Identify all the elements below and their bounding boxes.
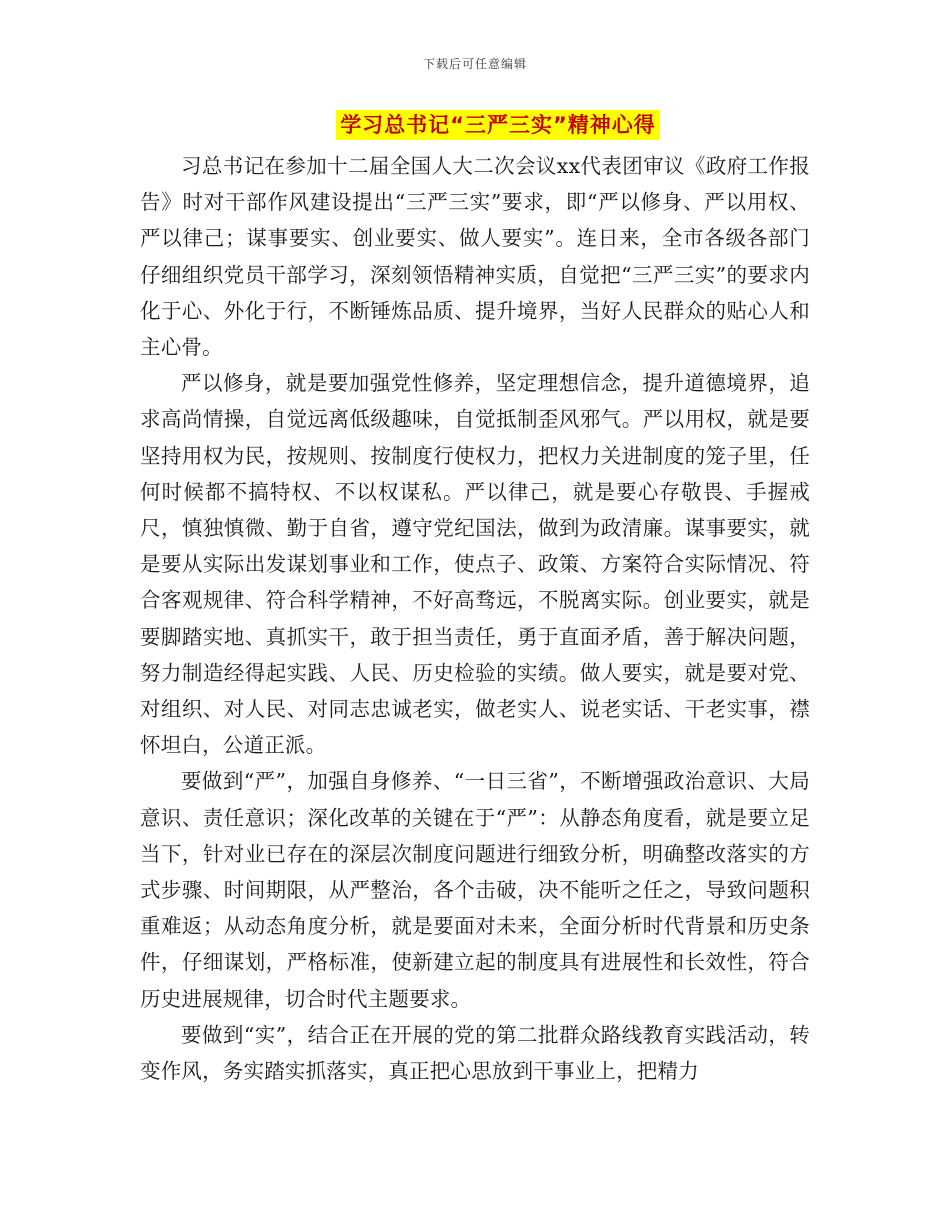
- document-body: [140, 148, 810, 1089]
- header-note: 下载后可任意编辑: [422, 57, 527, 71]
- title-container: [0, 110, 950, 140]
- paragraph: 要做到“实”，结合正在开展的党的第二批群众路线教育实践活动，转变作风，务实踏实抓落实，真正把心思放到干事业上，把精力: [140, 1022, 810, 1084]
- paragraph: 习总书记在参加十二届全国人大二次会议xx代表团审议《政府工作报告》时对干部作风建设提出“三严三实”要求，即“严以修身、严以用权、严以律己；谋事要实、创业要实、做人要实”。连日来，全市各级各部门仔细组织党员干部学习，深刻领悟精神实质，自觉把“三严三实”的要求内化于心、外化于行，不断锤炼品质、提升境界，当好人民群众的贴心人和主心骨。: [140, 154, 810, 360]
- paragraph: 要做到“严”，加强自身修养、“一日三省”，不断增强政治意识、大局意识、责任意识；深化改革的关键在于“严”：从静态角度看，就是要立足当下，针对业已存在的深层次制度问题进行细致分析，明确整改落实的方式步骤、时间期限，从严整治，各个击破，决不能听之任之，导致问题积重难返；从动态角度分析，就是要面对未来，全面分析时代背景和历史条件，仔细谋划，严格标准，使新建立起的制度具有进展性和长效性，符合历史进展规律，切合时代主题要求。: [140, 769, 810, 1011]
- paragraph: 严以修身，就是要加强党性修养，坚定理想信念，提升道德境界，追求高尚情操，自觉远离低级趣味，自觉抵制歪风邪气。严以用权，就是要坚持用权为民，按规则、按制度行使权力，把权力关进制度的笼子里，任何时候都不搞特权、不以权谋私。严以律己，就是要心存敬畏、手握戒尺，慎独慎微、勤于自省，遵守党纪国法，做到为政清廉。谋事要实，就是要从实际出发谋划事业和工作，使点子、政策、方案符合实际情况、符合客观规律、符合科学精神，不好高骛远，不脱离实际。创业要实，就是要脚踏实地、真抓实干，敢于担当责任，勇于直面矛盾，善于解决问题，努力制造经得起实践、人民、历史检验的实绩。做人要实，就是要对党、对组织、对人民、对同志忠诚老实，做老实人、说老实话、干老实事，襟怀坦白，公道正派。: [140, 371, 810, 758]
- document-title: 学习总书记“三严三实”精神心得: [336, 110, 660, 140]
